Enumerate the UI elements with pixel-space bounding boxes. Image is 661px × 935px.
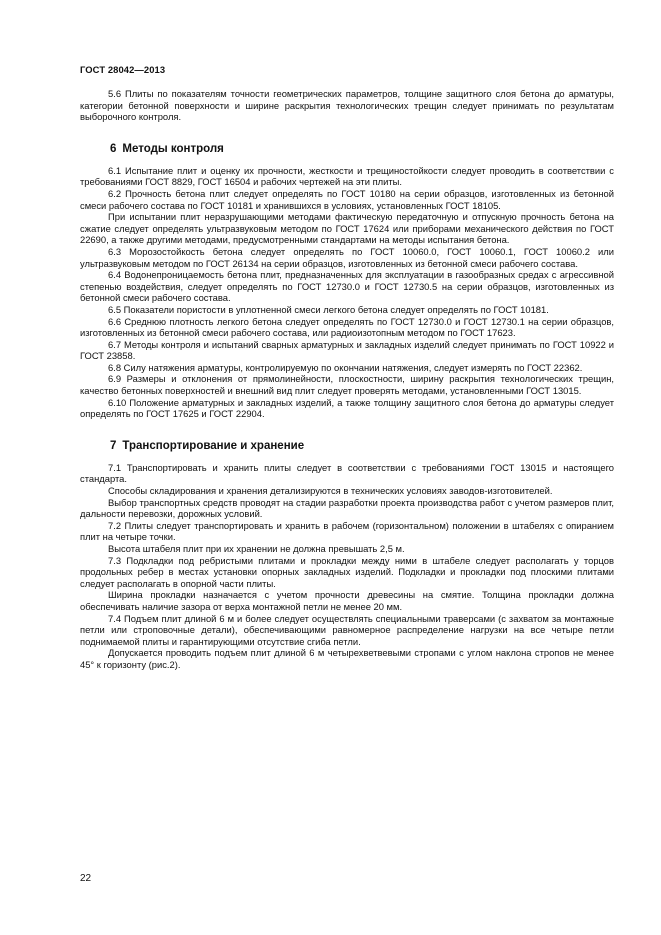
paragraph: 6.6 Среднюю плотность легкого бетона следует определять по ГОСТ 12730.0 и ГОСТ 12730.1 на серии образцов, изготовленных из бетонной смеси рабочего состава, или радиоизотопным методом по ГОСТ 17623.: [80, 315, 614, 339]
document-header: ГОСТ 28042—2013: [80, 64, 166, 75]
paragraph: 6.3 Морозостойкость бетона следует определять по ГОСТ 10060.0, ГОСТ 10060.1, ГОСТ 10060.2 или ультразвуковым методом по ГОСТ 26134 на серии образцов, изготовленных из бетонной смеси рабочего состава.: [80, 245, 614, 269]
paragraph: 7.1 Транспортировать и хранить плиты следует в соответствии с требованиями ГОСТ 13015 и настоящего стандарта.: [80, 461, 614, 485]
section-heading: [110, 440, 614, 452]
paragraph: 6.10 Положение арматурных и закладных изделий, а также толщину защитного слоя бетона до арматуры следует определять по ГОСТ 17625 и ГОСТ 22904.: [80, 396, 614, 420]
paragraph: Выбор транспортных средств проводят на стадии разработки проекта производства работ с учетом размеров плит, дальности перевозки, дорожных условий.: [80, 496, 614, 520]
section-6: [80, 143, 614, 420]
paragraph: 6.2 Прочность бетона плит следует определять по ГОСТ 10180 на серии образцов, изготовленных из бетонной смеси рабочего состава по ГОСТ 10181 и хранившихся в условиях, установленных ГОСТ 18105.: [80, 187, 614, 211]
section-7: [80, 440, 614, 671]
paragraph: При испытании плит неразрушающими методами фактическую передаточную и отпускную прочность бетона на сжатие следует определять ультразвуковым методом по ГОСТ 17624 или приборами механического действия по ГОСТ 22690, а также другими методами, предусмотренными стандартами на методы испытания бетона.: [80, 211, 614, 246]
paragraph: 7.4 Подъем плит длиной 6 м и более следует осуществлять специальными траверсами (с захватом за монтажные петли или строповочные детали), обеспечивающими равномерное распределение нагрузки на все четыре петли поднимаемой плиты и гарантирующими отсутствие сгиба петли.: [80, 612, 614, 647]
paragraph: Способы складирования и хранения детализируются в технических условиях заводов-изготовителей.: [108, 485, 553, 497]
paragraph: Ширина прокладки назначается с учетом прочности древесины на смятие. Толщина прокладки должна обеспечивать наличие зазора от верха монтажной петли не менее 20 мм.: [80, 589, 614, 612]
paragraph: 6.4 Водонепроницаемость бетона плит, предназначенных для эксплуатации в газообразных средах с агрессивной степенью воздействия, следует определять по ГОСТ 12730.0 и ГОСТ 12730.5 на серии образцов, изготовленных из бетонной смеси рабочего состава.: [80, 269, 614, 304]
paragraph: Допускается проводить подъем плит длиной 6 м четырехветвевыми стропами с углом наклона стропов не менее 45° к горизонту (рис.2).: [80, 647, 614, 670]
paragraph: Высота штабеля плит при их хранении не должна превышать 2,5 м.: [108, 543, 405, 554]
section-heading: [110, 143, 614, 155]
section-title: Методы контроля: [122, 142, 224, 155]
page-number: 22: [80, 873, 92, 884]
section-number: 7: [110, 439, 117, 452]
paragraph: 6.5 Показатели пористости в уплотненной смеси легкого бетона следует определять по ГОСТ 10181.: [108, 303, 549, 315]
section-number: 6: [110, 142, 117, 155]
paragraph: 7.3 Подкладки под ребристыми плитами и прокладки между ними в штабеле следует располагать у торцов продольных ребер в местах установки опорных закладных изделий. Подкладки и прокладки под плоскими плитами следует располагать в опорной части плиты.: [80, 554, 614, 589]
paragraph: 6.7 Методы контроля и испытаний сварных арматурных и закладных изделий следует принимать по ГОСТ 10922 и ГОСТ 23858.: [80, 338, 614, 362]
paragraph: 6.9 Размеры и отклонения от прямолинейности, плоскостности, ширину раскрытия технологических трещин, качество бетонных поверхностей и внешний вид плит следует проверять методами, установленными ГОСТ 13015.: [80, 373, 614, 397]
paragraph: 7.2 Плиты следует транспортировать и хранить в рабочем (горизонтальном) положении в штабелях с опиранием плит на четыре точки.: [80, 519, 614, 543]
section-pre: [80, 88, 614, 123]
document-body: [80, 88, 614, 671]
paragraph: 6.8 Силу натяжения арматуры, контролируемую по окончании натяжения, следует измерять по ГОСТ 22362.: [108, 361, 583, 373]
paragraph: 5.6 Плиты по показателям точности геометрических параметров, толщине защитного слоя бетона до арматуры, категории бетонной поверхности и ширине раскрытия технологических трещин следует принимать по результатам выборочного контроля.: [80, 88, 614, 123]
paragraph: 6.1 Испытание плит и оценку их прочности, жесткости и трещиностойкости следует проводить в соответствии с требованиями ГОСТ 8829, ГОСТ 16504 и рабочих чертежей на эти плиты.: [80, 164, 614, 188]
section-title: Транспортирование и хранение: [122, 439, 305, 452]
